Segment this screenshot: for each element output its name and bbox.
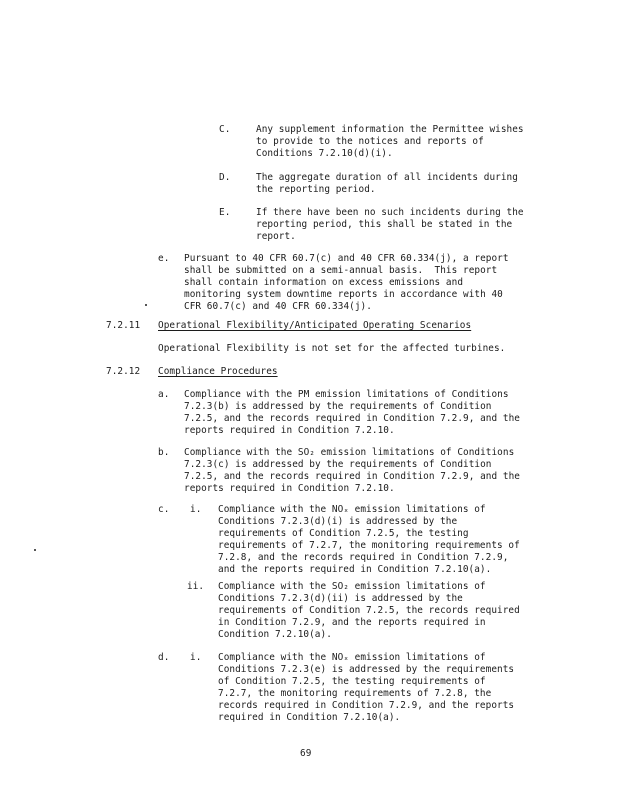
item-a-line: 7.2.5, and the records required in Condition 7.2.9, and the	[184, 413, 520, 424]
section-7-2-11-number: 7.2.11	[106, 320, 141, 331]
item-d-i-line: Conditions 7.2.3(e) is addressed by the requirements	[218, 664, 515, 675]
scan-speck	[34, 549, 36, 551]
item-b-line: Compliance with the SO₂ emission limitations of Conditions	[184, 447, 515, 458]
item-c-upper-line: Conditions 7.2.10(d)(i).	[256, 148, 393, 159]
item-e-lower-line: Pursuant to 40 CFR 60.7(c) and 40 CFR 60.334(j), a report	[184, 253, 509, 264]
section-7-2-12-heading: Compliance Procedures	[158, 366, 278, 377]
item-c-i-line: Compliance with the NOₓ emission limitations of	[218, 504, 486, 515]
item-e-upper-line: reporting period, this shall be stated in the	[256, 219, 513, 230]
item-c-ii-line: Condition 7.2.10(a).	[218, 629, 332, 640]
item-a-line: Compliance with the PM emission limitations of Conditions	[184, 389, 509, 400]
item-e-upper-label: E.	[219, 207, 231, 218]
item-d-upper-label: D.	[219, 172, 231, 183]
item-e-lower-line: shall be submitted on a semi-annual basis. This report	[184, 265, 498, 276]
item-b-line: 7.2.3(c) is addressed by the requirements of Condition	[184, 459, 492, 470]
item-c-i-label: i.	[190, 504, 202, 515]
item-d-i-line: 7.2.7, the monitoring requirements of 7.2.8, the	[218, 688, 492, 699]
item-c-ii-label: ii.	[187, 581, 205, 592]
scan-speck	[145, 304, 147, 306]
item-a-line: 7.2.3(b) is addressed by the requirements of Condition	[184, 401, 492, 412]
item-c-i-line: requirements of 7.2.7, the monitoring requirements of	[218, 540, 520, 551]
item-c-i-line: 7.2.8, and the records required in Condition 7.2.9,	[218, 552, 509, 563]
item-d-upper-line: the reporting period.	[256, 184, 376, 195]
item-d-upper-line: The aggregate duration of all incidents during	[256, 172, 518, 183]
item-d-i-line: Compliance with the NOₓ emission limitations of	[218, 652, 486, 663]
item-b-line: reports required in Condition 7.2.10.	[184, 483, 395, 494]
item-c-label: c.	[158, 504, 170, 515]
item-d-i-label: i.	[190, 652, 202, 663]
section-7-2-11-body: Operational Flexibility is not set for the affected turbines.	[158, 343, 506, 354]
item-c-i-line: Conditions 7.2.3(d)(i) is addressed by the	[218, 516, 458, 527]
item-c-upper-line: Any supplement information the Permittee wishes	[256, 124, 524, 135]
item-c-ii-line: Compliance with the SO₂ emission limitations of	[218, 581, 486, 592]
item-c-ii-line: requirements of Condition 7.2.5, the records required	[218, 605, 520, 616]
item-b-label: b.	[158, 447, 170, 458]
item-e-lower-line: monitoring system downtime reports in accordance with 40	[184, 289, 503, 300]
item-e-lower-line: CFR 60.7(c) and 40 CFR 60.334(j).	[184, 301, 372, 312]
item-a-line: reports required in Condition 7.2.10.	[184, 425, 395, 436]
item-e-lower-label: e.	[158, 253, 170, 264]
item-d-label: d.	[158, 652, 170, 663]
item-d-i-line: required in Condition 7.2.10(a).	[218, 712, 401, 723]
item-c-upper-line: to provide to the notices and reports of	[256, 136, 484, 147]
item-e-lower-line: shall contain information on excess emissions and	[184, 277, 464, 288]
item-c-i-line: requirements of Condition 7.2.5, the testing	[218, 528, 469, 539]
item-d-i-line: of Condition 7.2.5, the testing requirements of	[218, 676, 486, 687]
item-c-ii-line: Conditions 7.2.3(d)(ii) is addressed by the	[218, 593, 463, 604]
section-7-2-11-heading: Operational Flexibility/Anticipated Operating Scenarios	[158, 320, 472, 331]
item-c-i-line: and the reports required in Condition 7.2.10(a).	[218, 564, 492, 575]
item-d-i-line: records required in Condition 7.2.9, and the reports	[218, 700, 515, 711]
item-c-ii-line: in Condition 7.2.9, and the reports required in	[218, 617, 486, 628]
item-c-upper-label: C.	[219, 124, 231, 135]
page-number: 69	[300, 748, 312, 759]
item-e-upper-line: If there have been no such incidents during the	[256, 207, 524, 218]
item-b-line: 7.2.5, and the records required in Condition 7.2.9, and the	[184, 471, 520, 482]
item-e-upper-line: report.	[256, 231, 296, 242]
item-a-label: a.	[158, 389, 170, 400]
section-7-2-12-number: 7.2.12	[106, 366, 141, 377]
